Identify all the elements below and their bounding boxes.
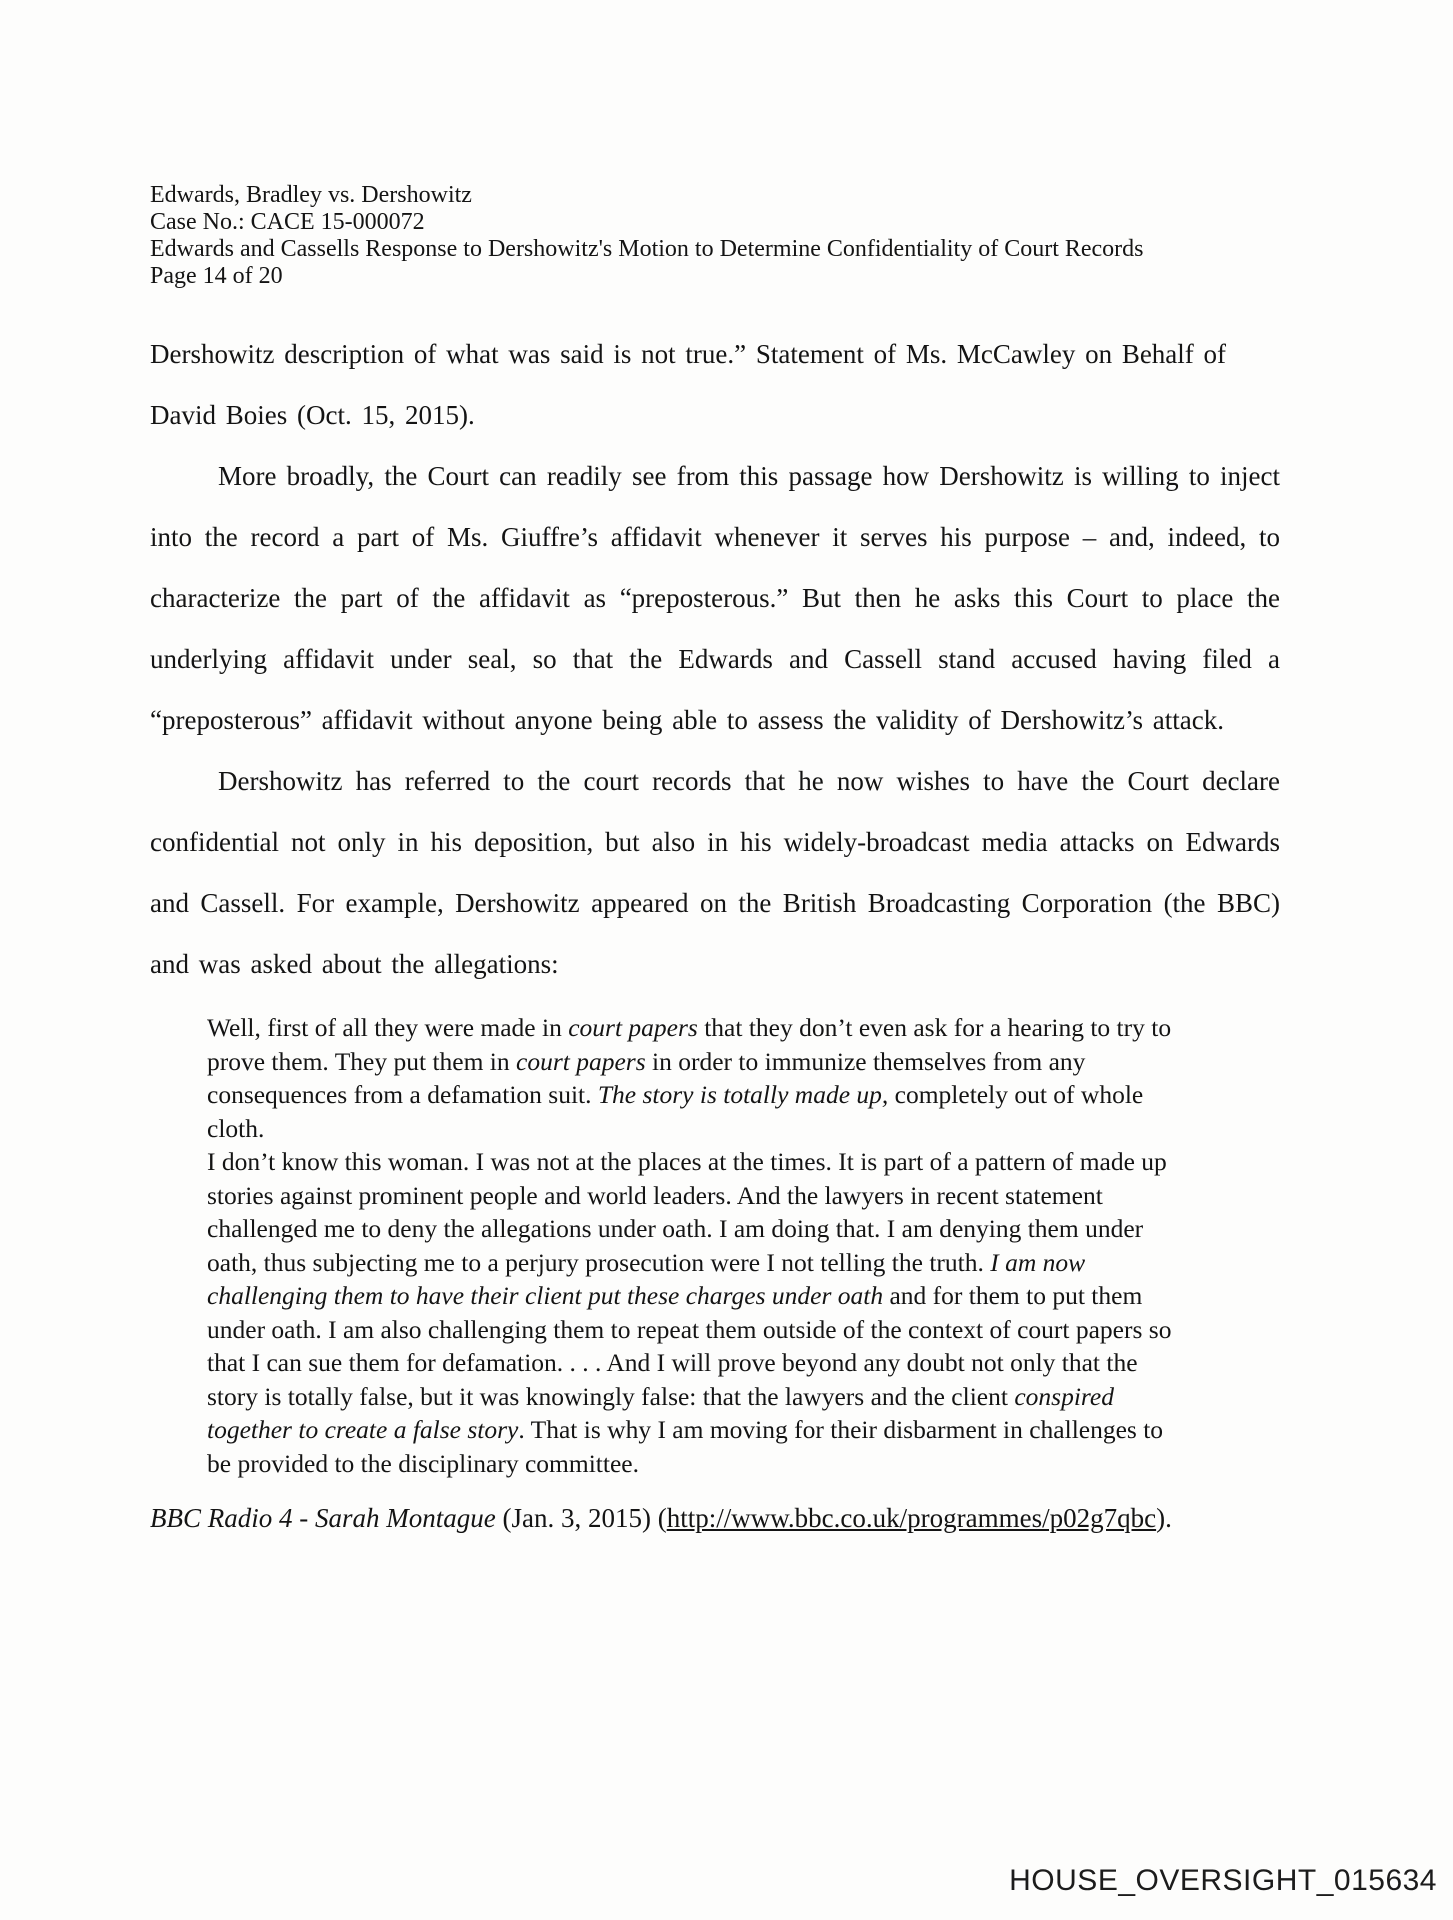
document-content bbox=[150, 182, 1280, 1538]
paragraph-court-records: Dershowitz has referred to the court records that he now wishes to have the Court declare confidential not only in his deposition, but also in his widely-broadcast media attacks on Edwards and Cassell. For example, Dershowitz appeared on the British Broadcasting Corporation (the BBC) and was asked about the allegations: bbox=[150, 766, 1280, 979]
page-indicator: Page 14 of 20 bbox=[150, 263, 283, 289]
paragraph-more-broadly: More broadly, the Court can readily see from this passage how Dershowitz is willing to inject into the record a part of Ms. Giuffre’s affidavit whenever it serves his purpose – and, indeed, to characterize the part of the affidavit as “preposterous.” But then he asks this Court to place the underlying affidavit under seal, so that the Edwards and Cassell stand accused having filed a “preposterous” affidavit without anyone being able to assess the validity of Dershowitz’s attack. bbox=[150, 461, 1280, 735]
bates-number: HOUSE_OVERSIGHT_015634 bbox=[1009, 1864, 1437, 1897]
paragraph-continuation: Dershowitz description of what was said is not true.” Statement of Ms. McCawley on Behalf of David Boies (Oct. 15, 2015). bbox=[150, 339, 1227, 430]
case-name: Edwards, Bradley vs. Dershowitz bbox=[150, 182, 472, 208]
document-title: Edwards and Cassells Response to Dershowitz's Motion to Determine Confidentiality of Court Records bbox=[150, 236, 1144, 262]
case-number: Case No.: CACE 15-000072 bbox=[150, 209, 425, 235]
case-caption bbox=[150, 182, 1280, 290]
citation-line: BBC Radio 4 - Sarah Montague (Jan. 3, 2015) (http://www.bbc.co.uk/programmes/p02g7qbc). bbox=[150, 1503, 1172, 1533]
bbc-interview-quote: Well, first of all they were made in court papers that they don’t even ask for a hearing to try to prove them. They put them in court papers in order to immunize themselves from any consequences from a defamation suit. The story is totally made up, completely out of whole cloth. I don’t know this woman. I was not at the places at the times. It is part of a pattern of made up stories against prominent people and world leaders. And the lawyers in recent statement challenged me to deny the allegations under oath. I am doing that. I am denying them under oath, thus subjecting me to a perjury prosecution were I not telling the truth. I am now challenging them to have their client put these charges under oath and for them to put them under oath. I am also challenging them to repeat them outside of the context of court papers so that I can sue them for defamation. . . . And I will prove beyond any doubt not only that the story is totally false, but it was knowingly false: that the lawyers and the client conspired together to create a false story. That is why I am moving for their disbarment in challenges to be provided to the disciplinary committee. bbox=[207, 1013, 1172, 1478]
